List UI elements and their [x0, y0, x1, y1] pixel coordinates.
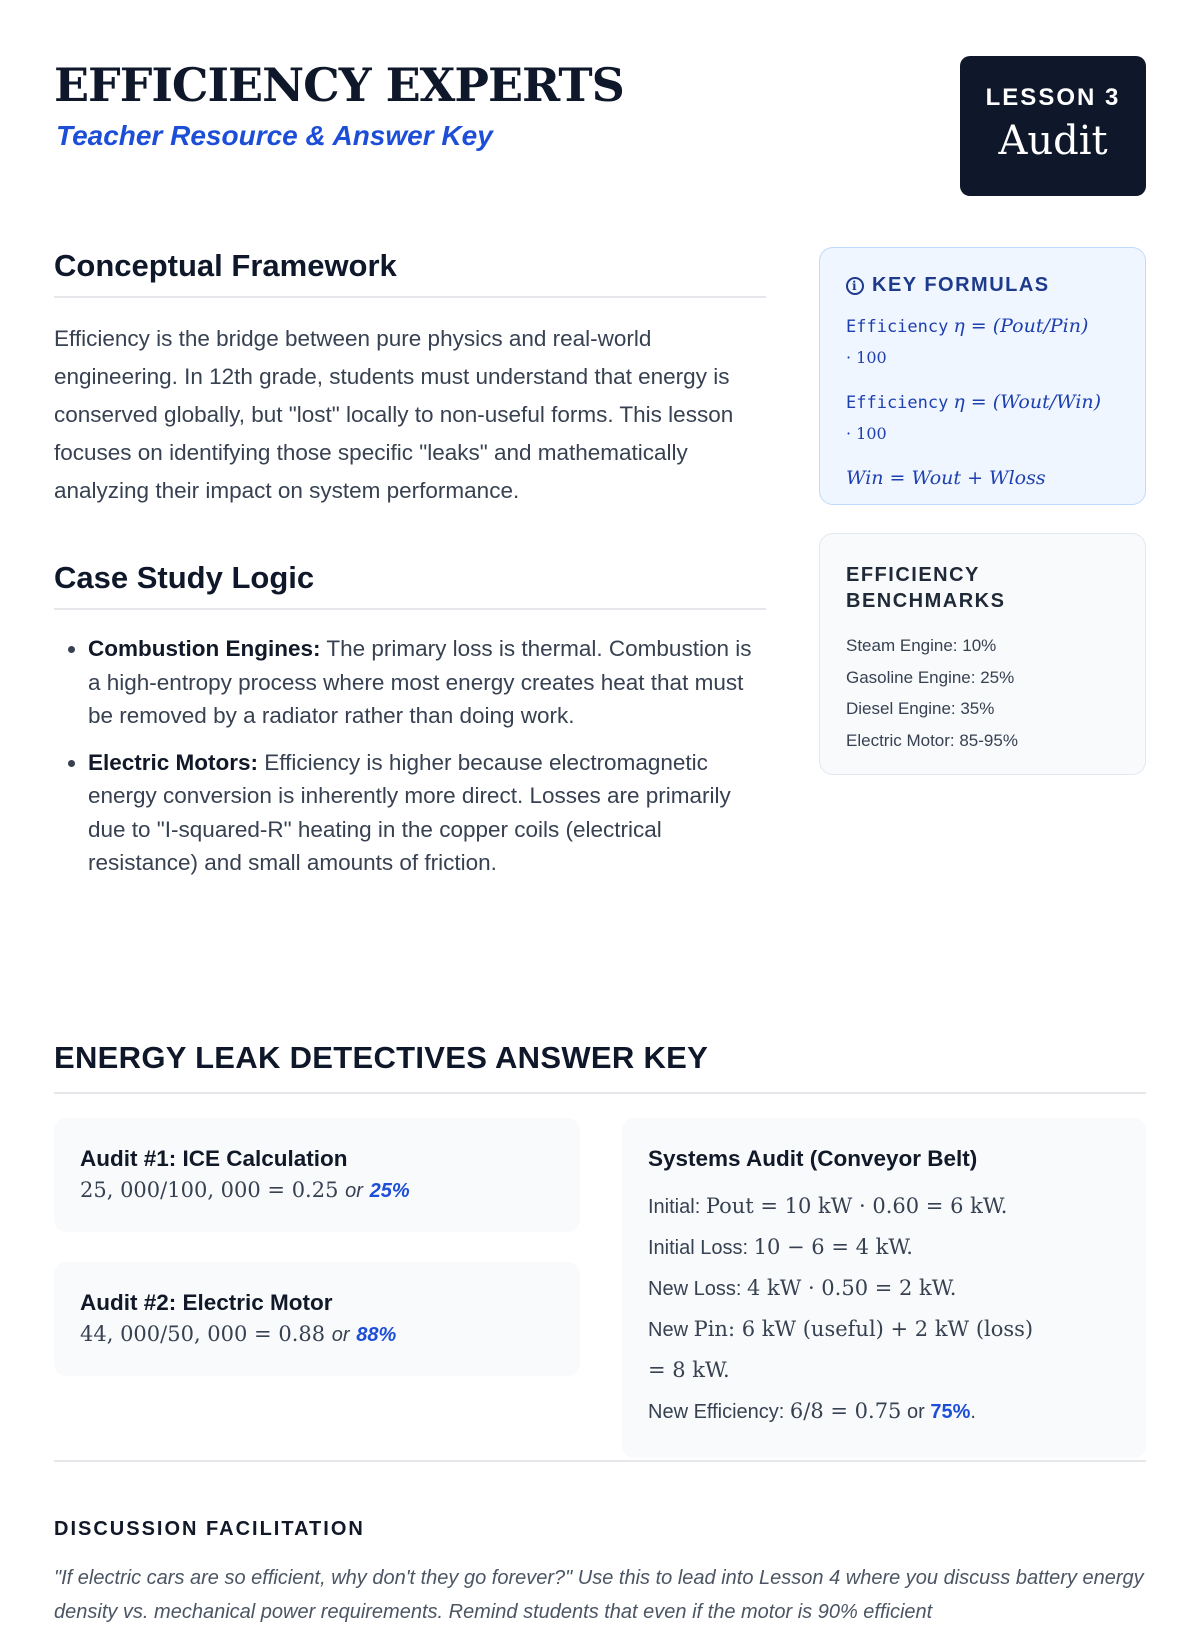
case-study-section — [54, 560, 766, 880]
sidebar — [819, 247, 1146, 775]
answer-key-section — [54, 1040, 1146, 1423]
formula-work: Efficiency η = (Wout/Win) · 100 — [846, 391, 1102, 443]
page — [54, 0, 1146, 1623]
systems-audit-title: Systems Audit (Conveyor Belt) — [648, 1146, 978, 1171]
answer-key-heading: ENERGY LEAK DETECTIVES ANSWER KEY — [54, 1040, 1146, 1094]
case-study-heading: Case Study Logic — [54, 560, 766, 610]
header — [54, 56, 1146, 196]
case-study-list — [54, 632, 766, 880]
systems-line: New Efficiency: 6/8 = 0.75 or 75%. — [648, 1399, 976, 1423]
systems-line: Initial: Pout = 10 kW · 0.60 = 6 kW. — [648, 1194, 1008, 1218]
main-column — [54, 248, 766, 893]
systems-line: New Loss: 4 kW · 0.50 = 2 kW. — [648, 1276, 957, 1300]
page-subtitle: Teacher Resource & Answer Key — [56, 120, 493, 151]
benchmarks-box — [819, 533, 1146, 775]
formula-power: Efficiency η = (Pout/Pin) · 100 — [846, 315, 1089, 367]
lesson-badge — [960, 56, 1146, 196]
systems-line: Initial Loss: 10 − 6 = 4 kW. — [648, 1235, 913, 1259]
framework-heading: Conceptual Framework — [54, 248, 766, 298]
systems-audit-card — [622, 1118, 1146, 1458]
list-item-term: Electric Motors: — [88, 749, 259, 775]
audit-2-answer: 44, 000/50, 000 = 0.88 or 88% — [80, 1322, 397, 1346]
page-title: EFFICIENCY EXPERTS — [54, 58, 624, 112]
discussion-text: "If electric cars are so efficient, why don't they go forever?" Use this to lead into Lesson 4 where you discuss battery energy density vs. mechanical power requirements. Remind students that even if the motor is 90% efficient — [54, 1567, 1144, 1623]
info-icon: i — [846, 277, 864, 295]
list-item — [88, 746, 766, 880]
framework-text: Efficiency is the bridge between pure physics and real-world engineering. In 12th grade, students must understand that energy is conserved globally, but "lost" locally to non-useful forms. This lesson focuses on identifying those specific "leaks" and mathematically analyzing their impact on system performance. — [54, 326, 734, 503]
list-item: Steam Engine: 10% — [846, 636, 997, 655]
list-item: Electric Motor: 85-95% — [846, 730, 1018, 750]
benchmarks-list — [846, 630, 1119, 756]
list-item-text: The primary loss is thermal. Combustion is a high-entropy process where most energy creates heat that must be removed by a radiator rather than doing work. — [88, 636, 752, 728]
list-item: Gasoline Engine: 25% — [846, 667, 1015, 687]
audit-1-card — [54, 1118, 580, 1232]
formula-energy-balance: Win = Wout + Wloss — [846, 467, 1046, 489]
list-item-term: Combustion Engines: — [88, 636, 321, 661]
audit-1-title: Audit #1: ICE Calculation — [80, 1146, 348, 1171]
list-item — [88, 632, 766, 733]
lesson-number: LESSON 3 — [985, 84, 1121, 111]
discussion-heading: DISCUSSION FACILITATION — [54, 1518, 365, 1540]
key-formulas-heading: KEY FORMULAS — [872, 274, 1050, 296]
discussion-section — [54, 1460, 1146, 1629]
list-item: Diesel Engine: 35% — [846, 699, 995, 718]
list-item-text: Efficiency is higher because electromagnetic energy conversion is inherently more direct. Losses are primarily due to "I-squared-R" heating in the copper coils (electrical resistance) and small amounts of friction. — [88, 749, 731, 875]
audit-2-title: Audit #2: Electric Motor — [80, 1290, 333, 1315]
lesson-name: Audit — [998, 118, 1108, 164]
systems-line: New Pin: 6 kW (useful) + 2 kW (loss) — [648, 1317, 1034, 1341]
benchmarks-heading: EFFICIENCY BENCHMARKS — [846, 564, 1006, 612]
audit-2-card — [54, 1262, 580, 1376]
key-formulas-box — [819, 247, 1146, 505]
systems-line: = 8 kW. — [648, 1358, 730, 1382]
audit-1-answer: 25, 000/100, 000 = 0.25 or 25% — [80, 1178, 410, 1202]
